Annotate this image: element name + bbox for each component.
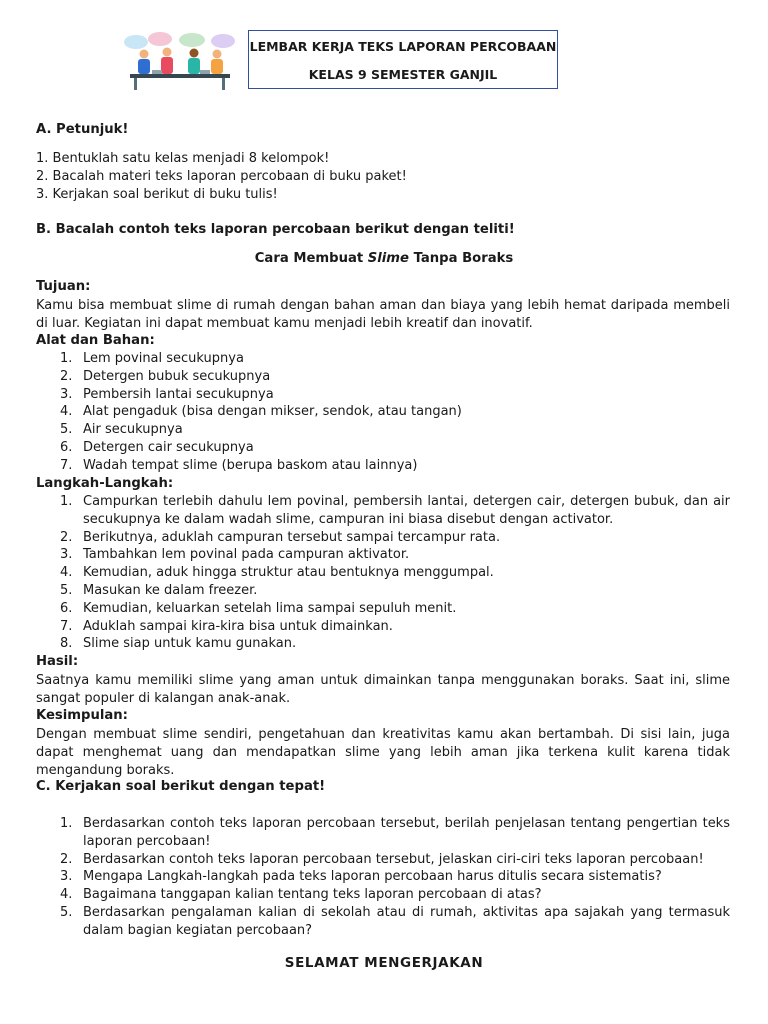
- list-item: 4. Kemudian, aduk hingga struktur atau bentuknya menggumpal.: [60, 565, 494, 581]
- section-b-heading: B. Bacalah contoh teks laporan percobaan berikut dengan teliti!: [36, 222, 515, 237]
- kesimpulan-label: Kesimpulan:: [36, 708, 128, 723]
- list-item: 1. Bentuklah satu kelas menjadi 8 kelompok!: [36, 151, 330, 166]
- kesimpulan-text: Dengan membuat slime sendiri, pengetahuan dan kreativitas kamu akan bertambah. Di sisi lain, juga dapat menghemat uang dan mendapatkan slime yang lebih aman jika terkena kulit karena tidak mengandung boraks.: [36, 727, 730, 778]
- langkah-list: [36, 493, 730, 653]
- section-a-heading: A. Petunjuk!: [36, 122, 129, 137]
- worksheet-class: KELAS 9 SEMESTER GANJIL: [308, 67, 498, 82]
- alat-label: Alat dan Bahan:: [36, 333, 155, 348]
- list-item: 5. Masukan ke dalam freezer.: [60, 582, 258, 598]
- discussion-illustration: [122, 30, 240, 94]
- worksheet-title-box: [248, 30, 558, 89]
- list-item: 6. Detergen cair secukupnya: [60, 439, 254, 455]
- hasil-text: Saatnya kamu memiliki slime yang aman untuk dimainkan tanpa menggunakan boraks. Saat ini, slime sangat populer di kalangan anak-anak.: [36, 673, 730, 706]
- list-item: 7. Aduklah sampai kira-kira bisa untuk dimainkan.: [60, 618, 393, 634]
- list-item: 3. Mengapa Langkah-langkah pada teks laporan percobaan harus ditulis secara sistematis?: [60, 869, 662, 885]
- list-item: 4. Bagaimana tanggapan kalian tentang teks laporan percobaan di atas?: [60, 887, 542, 903]
- list-item: 1. Berdasarkan contoh teks laporan percobaan tersebut, berilah penjelasan tentang pengertian teks laporan percobaan!: [60, 816, 730, 849]
- list-item: 2. Berikutnya, aduklah campuran tersebut sampai tercampur rata.: [60, 529, 501, 545]
- list-item: 2. Berdasarkan contoh teks laporan percobaan tersebut, jelaskan ciri-ciri teks laporan percobaan!: [60, 851, 704, 867]
- alat-list: [36, 350, 730, 475]
- list-item: 6. Kemudian, keluarkan setelah lima sampai sepuluh menit.: [60, 600, 457, 616]
- tujuan-text: Kamu bisa membuat slime di rumah dengan bahan aman dan biaya yang lebih hemat daripada membeli di luar. Kegiatan ini dapat membuat kamu menjadi lebih kreatif dan inovatif.: [36, 298, 730, 331]
- section-c-heading: C. Kerjakan soal berikut dengan tepat!: [36, 779, 326, 794]
- list-item: 7. Wadah tempat slime (berupa baskom atau lainnya): [60, 457, 418, 473]
- list-item: 3. Tambahkan lem povinal pada campuran aktivator.: [60, 547, 410, 563]
- text-title: [0, 251, 768, 266]
- tujuan-label: Tujuan:: [36, 279, 91, 294]
- list-item: 3. Kerjakan soal berikut di buku tulis!: [36, 187, 278, 202]
- list-item: 2. Bacalah materi teks laporan percobaan di buku paket!: [36, 169, 407, 184]
- list-item: 5. Air secukupnya: [60, 422, 183, 438]
- langkah-label: Langkah-Langkah:: [36, 476, 174, 491]
- worksheet-title: LEMBAR KERJA TEKS LAPORAN PERCOBAAN: [249, 39, 557, 54]
- hasil-label: Hasil:: [36, 654, 79, 669]
- questions-list: [36, 815, 730, 940]
- section-a-list: [36, 150, 407, 204]
- title-part: Tanpa Boraks: [409, 251, 514, 266]
- title-italic: Slime: [367, 251, 409, 266]
- list-item: 8. Slime siap untuk kamu gunakan.: [60, 636, 297, 652]
- list-item: 5. Berdasarkan pengalaman kalian di sekolah atau di rumah, aktivitas apa sajakah yang termasuk dalam bagian kegiatan percobaan?: [60, 904, 730, 938]
- list-item: 4. Alat pengaduk (bisa dengan mikser, sendok, atau tangan): [60, 404, 462, 420]
- title-part: Cara Membuat: [254, 251, 368, 266]
- list-item: 2. Detergen bubuk secukupnya: [60, 368, 271, 384]
- closing-text: SELAMAT MENGERJAKAN: [284, 955, 484, 971]
- list-item: 3. Pembersih lantai secukupnya: [60, 386, 274, 402]
- list-item: 1. Campurkan terlebih dahulu lem povinal, pembersih lantai, detergen cair, detergen bubuk, dan air secukupnya ke dalam wadah slime, campuran ini biasa disebut dengan activator.: [60, 494, 730, 527]
- list-item: 1. Lem povinal secukupnya: [60, 351, 244, 366]
